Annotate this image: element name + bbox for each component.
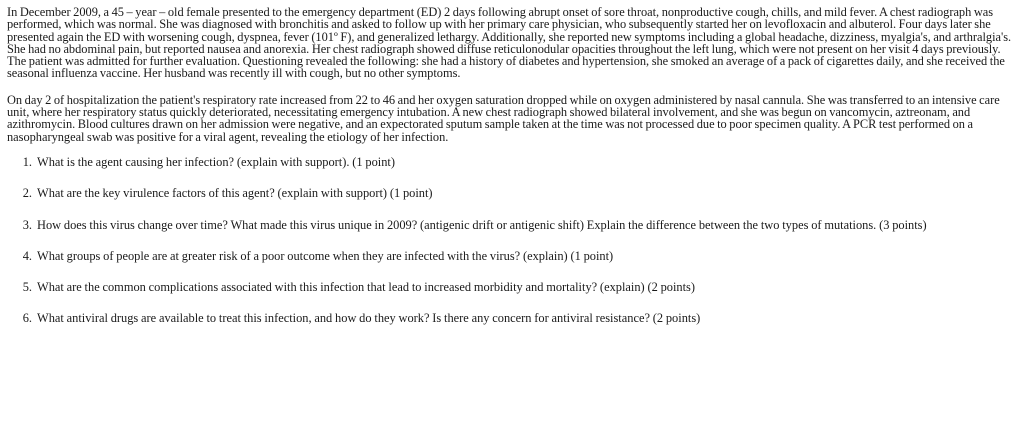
question-text: What groups of people are at greater risk of a poor outcome when they are infected with the virus? (explain) (1 point) <box>37 248 614 263</box>
question-number: 3. <box>22 217 32 232</box>
question-text: What antiviral drugs are available to treat this infection, and how do they work? Is there any concern for antiviral resistance? (2 points) <box>37 311 701 326</box>
question-item <box>7 250 1018 262</box>
question-item <box>7 187 1018 199</box>
case-paragraph-2: On day 2 of hospitalization the patient's respiratory rate increased from 22 to 46 and her oxygen saturation dropped while on oxygen administered by nasal cannula. She was transferred to an intensive care unit, where her respiratory status quickly deteriorated, necessitating emergency intubation. A new chest radiograph showed bilateral involvement, and she was begun on vancomycin, aztreonam, and azithromycin. Blood cultures drawn on her admission were negative, and an expectorated sputum sample taken at the time was not processed due to poor specimen quality. A PCR test performed on a nasopharyngeal swab was positive for a viral agent, revealing the etiology of her infection. <box>7 92 1000 144</box>
question-text: How does this virus change over time? What made this virus unique in 2009? (antigenic drift or antigenic shift) Explain the difference between the two types of mutations. (3 points) <box>37 217 927 232</box>
question-text: What are the common complications associated with this infection that lead to increased morbidity and mortality? (explain) (2 points) <box>37 280 695 295</box>
question-text: What are the key virulence factors of this agent? (explain with support) (1 point) <box>37 186 433 201</box>
question-text: What is the agent causing her infection? (explain with support). (1 point) <box>37 154 395 169</box>
question-number: 2. <box>22 186 32 201</box>
question-number: 1. <box>22 154 32 169</box>
question-item <box>7 156 1018 168</box>
case-paragraph-1: In December 2009, a 45 – year – old female presented to the emergency department (ED) 2 days following abrupt onset of sore throat, nonproductive cough, chills, and mild fever. A chest radiograph was performed, which was normal. She was diagnosed with bronchitis and asked to follow up with her primary care physician, who subsequently started her on levofloxacin and albuterol. Four days later she presented again the ED with worsening cough, dyspnea, fever (101º F), and generalized lethargy. Additionally, she reported new symptoms including a global headache, dizziness, myalgia's, and arthralgia's. She had no abdominal pain, but reported nausea and anorexia. Her chest radiograph showed diffuse reticulonodular opacities throughout the left lung, which were not present on her visit 4 days previously. The patient was admitted for further evaluation. Questioning revealed the following: she had a history of diabetes and hypertension, she smoked an average of a pack of cigarettes daily, and she received the seasonal influenza vaccine. Her husband was recently ill with cough, but no other symptoms. <box>7 5 1012 81</box>
question-list <box>7 156 1018 325</box>
question-number: 4. <box>22 248 32 263</box>
question-number: 5. <box>22 280 32 295</box>
question-number: 6. <box>22 311 32 326</box>
question-item <box>7 312 1018 324</box>
question-item <box>7 281 1018 293</box>
question-item <box>7 219 1018 231</box>
